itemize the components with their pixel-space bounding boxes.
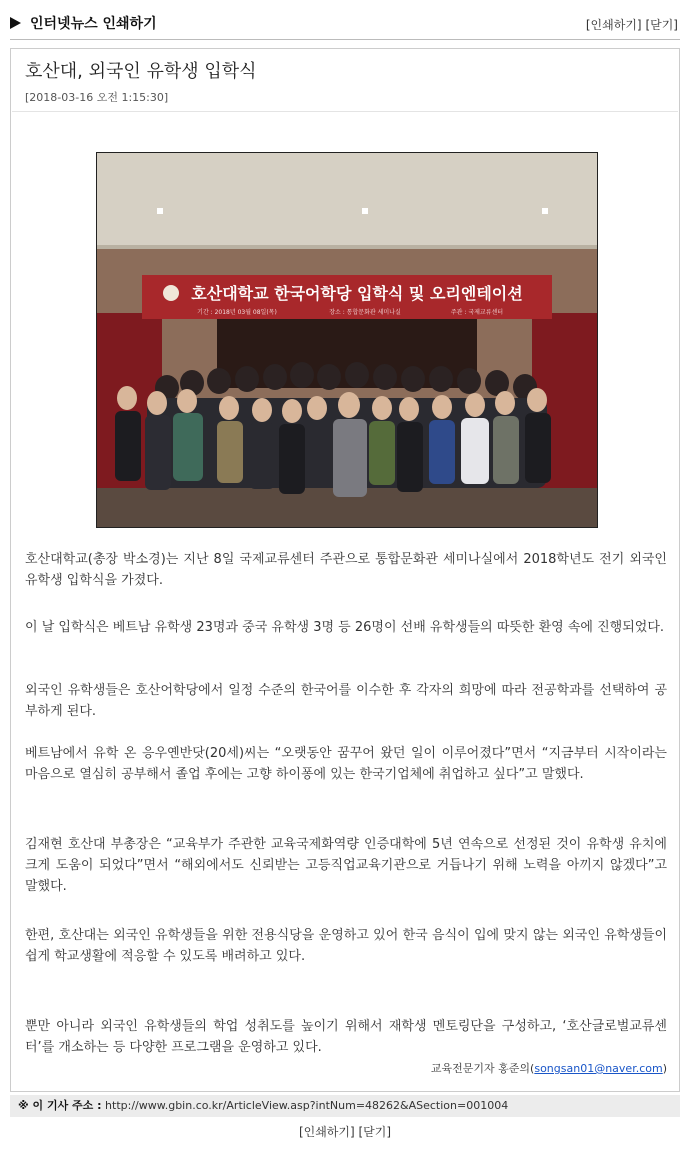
article-paragraph: 호산대학교(총장 박소경)는 지난 8일 국제교류센터 주관으로 통합문화관 세미나실에서 2018학년도 전기 외국인 유학생 입학식을 가졌다. xyxy=(25,552,667,588)
banner-sub-host: 주관 : 국제교류센터 xyxy=(450,309,504,316)
banner-text: 호산대학교 한국어학당 입학식 및 오리엔테이션 xyxy=(191,284,523,303)
banner-sub-place: 장소 : 통합문화관 세미나실 xyxy=(329,309,401,316)
banner-sub-date: 기간 : 2018년 03월 08일(목) xyxy=(197,309,277,316)
students-group xyxy=(115,362,551,497)
close-button-bottom[interactable]: [닫기] xyxy=(358,1125,392,1139)
ceiling xyxy=(97,153,597,248)
ceiling-edge xyxy=(97,245,597,249)
photo-illustration xyxy=(97,153,597,527)
article-frame xyxy=(10,48,680,1092)
triangle-right-icon xyxy=(10,17,21,29)
article-paragraph: 김재현 호산대 부총장은 “교육부가 주관한 교육국제화역량 인증대학에 5년 연속으로 선정된 것이 유학생 유치에 크게 도움이 되었다”면서 “해외에서도 신뢰받는 고등직업교육기관으로 거듭나기 위해 노력을 아끼지 않겠다”고 말했다. xyxy=(25,837,667,894)
article-url: http://www.gbin.co.kr/ArticleView.asp?intNum=48262&ASection=001004 xyxy=(105,1099,509,1112)
ceiling-light xyxy=(362,208,368,214)
top-links xyxy=(586,16,678,33)
reporter-email-link[interactable]: songsan01@naver.com xyxy=(534,1062,663,1075)
article-url-bar xyxy=(10,1095,680,1117)
article-paragraph: 이 날 입학식은 베트남 유학생 23명과 중국 유학생 3명 등 26명이 선배 유학생들의 따뜻한 환영 속에 진행되었다. xyxy=(25,620,665,635)
bottom-links xyxy=(0,1123,690,1140)
article-date: [2018-03-16 오전 1:15:30] xyxy=(25,91,169,104)
article-paragraph: 베트남에서 유학 온 응우옌반닷(20세)씨는 “오랫동안 꿈꾸어 왔던 일이 이루어졌다”면서 “지금부터 시작이라는 마음으로 열심히 공부해서 졸업 후에는 고향 하이퐁에 있는 한국기업체에 취업하고 싶다”고 말했다. xyxy=(25,746,667,782)
ceiling-light xyxy=(157,208,163,214)
school-emblem-icon xyxy=(163,285,179,301)
article-title: 호산대, 외국인 유학생 입학식 xyxy=(25,61,257,82)
article-paragraph: 외국인 유학생들은 호산어학당에서 일정 수준의 한국어를 이수한 후 각자의 희망에 따라 전공학과를 선택하여 공부하게 된다. xyxy=(25,683,667,719)
article-paragraph: 뿐만 아니라 외국인 유학생들의 학업 성취도를 높이기 위해서 재학생 멘토링단을 구성하고, ‘호산글로벌교류센터’를 개소하는 등 다양한 프로그램을 운영하고 있다. xyxy=(25,1019,667,1055)
top-bar xyxy=(10,12,680,40)
article-photo xyxy=(96,152,598,528)
ceiling-light xyxy=(542,208,548,214)
article-byline xyxy=(431,1060,667,1076)
title-divider xyxy=(12,111,678,112)
site-brand: 인터넷뉴스 인쇄하기 xyxy=(30,16,157,32)
article-url-label: ※ 이 기사 주소 : xyxy=(18,1099,102,1112)
close-button[interactable]: [닫기] xyxy=(645,18,678,32)
article-paragraph: 한편, 호산대는 외국인 유학생들을 위한 전용식당을 운영하고 있어 한국 음식이 입에 맞지 않는 외국인 유학생들이 쉽게 학교생활에 적응할 수 있도록 배려하고 있다. xyxy=(25,928,667,964)
reporter-name: 교육전문기자 홍준의( xyxy=(430,1062,535,1075)
print-button[interactable]: [인쇄하기] xyxy=(585,18,642,32)
byline-close: ) xyxy=(662,1062,667,1075)
print-button-bottom[interactable]: [인쇄하기] xyxy=(298,1125,355,1139)
